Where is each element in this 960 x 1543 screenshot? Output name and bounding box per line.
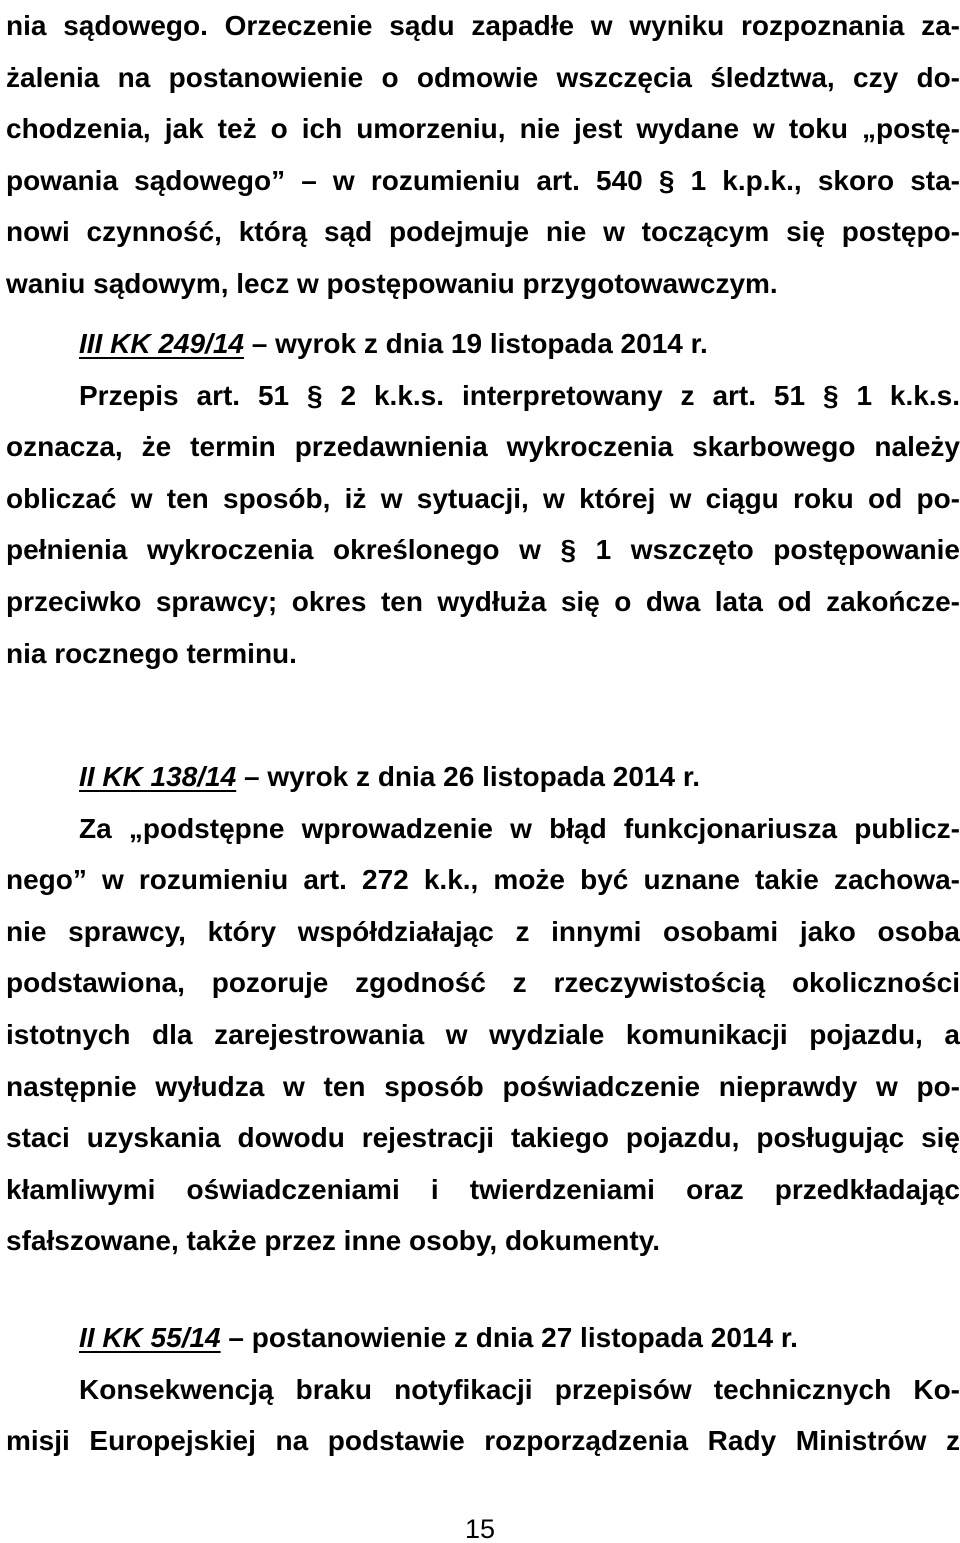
case-reference: II KK 55/14 bbox=[79, 1322, 221, 1353]
text-line: kłamliwymi oświadczeniami i twierdzeniami oraz przedkładając bbox=[6, 1173, 960, 1205]
text-line: waniu sądowym, lecz w postępowaniu przygotowawczym. bbox=[6, 267, 778, 299]
text-line: misji Europejskiej na podstawie rozporządzenia Rady Ministrów z bbox=[6, 1425, 960, 1457]
text-line: nia rocznego terminu. bbox=[6, 637, 297, 669]
text-line: staci uzyskania dowodu rejestracji takiego pojazdu, posługując się bbox=[6, 1122, 960, 1154]
text-line: powania sądowego” – w rozumieniu art. 540 § 1 k.p.k., skoro sta- bbox=[6, 164, 960, 196]
text-line: obliczać w ten sposób, iż w sytuacji, w której w ciągu roku od po- bbox=[6, 482, 960, 514]
paragraph-continued bbox=[6, 0, 960, 310]
text-line: podstawiona, pozoruje zgodność z rzeczywistością okoliczności bbox=[6, 967, 960, 999]
ruling-entry bbox=[6, 318, 960, 679]
text-line: chodzenia, jak też o ich umorzeniu, nie jest wydane w toku „postę- bbox=[6, 113, 960, 145]
ruling-heading-text: – wyrok z dnia 26 listopada 2014 r. bbox=[236, 761, 700, 792]
text-line: Konsekwencją braku notyfikacji przepisów technicznych Ko- bbox=[79, 1373, 960, 1405]
case-reference: III KK 249/14 bbox=[79, 328, 244, 359]
text-line: sfałszowane, także przez inne osoby, dokumenty. bbox=[6, 1225, 661, 1257]
text-line: oznacza, że termin przedawnienia wykroczenia skarbowego należy bbox=[6, 431, 960, 463]
text-line: nie sprawcy, który współdziałając z innymi osobami jako osoba bbox=[6, 915, 960, 947]
text-line: pełnienia wykroczenia określonego w § 1 wszczęto postępowanie bbox=[6, 534, 960, 566]
ruling-entry bbox=[6, 751, 960, 1267]
case-reference: II KK 138/14 bbox=[79, 761, 237, 792]
ruling-heading-text: – wyrok z dnia 19 listopada 2014 r. bbox=[243, 328, 708, 359]
ruling-heading-text: – postanowienie z dnia 27 listopada 2014 r. bbox=[220, 1322, 798, 1353]
text-line: przeciwko sprawcy; okres ten wydłuża się o dwa lata od zakończe- bbox=[6, 585, 960, 617]
text-line: następnie wyłudza w ten sposób poświadczenie nieprawdy w po- bbox=[6, 1070, 960, 1102]
text-line: nego” w rozumieniu art. 272 k.k., może być uznane takie zachowa- bbox=[6, 864, 960, 896]
text-line: nowi czynność, którą sąd podejmuje nie w toczącym się postępo- bbox=[6, 216, 960, 248]
text-line: żalenia na postanowienie o odmowie wszczęcia śledztwa, czy do- bbox=[6, 61, 960, 93]
ruling-heading bbox=[6, 318, 960, 370]
ruling-heading bbox=[6, 1312, 960, 1364]
text-line: nia sądowego. Orzeczenie sądu zapadłe w wyniku rozpoznania za- bbox=[6, 10, 960, 41]
ruling-heading bbox=[6, 751, 960, 803]
page-number: 15 bbox=[464, 1514, 496, 1543]
text-line: Za „podstępne wprowadzenie w błąd funkcjonariusza publicz- bbox=[79, 812, 960, 844]
text-line: Przepis art. 51 § 2 k.k.s. interpretowany z art. 51 § 1 k.k.s. bbox=[79, 379, 960, 411]
text-line: istotnych dla zarejestrowania w wydziale komunikacji pojazdu, a bbox=[6, 1018, 960, 1050]
ruling-entry bbox=[6, 1312, 960, 1467]
